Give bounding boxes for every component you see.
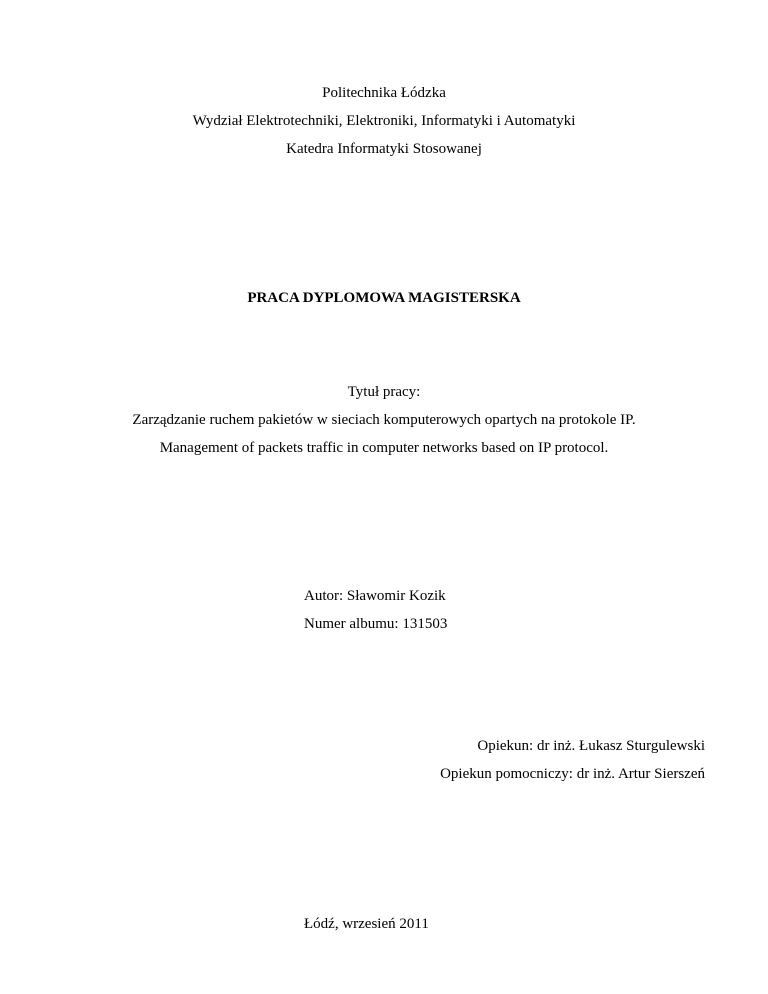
faculty-name: Wydział Elektrotechniki, Elektroniki, Informatyki i Automatyki <box>192 113 576 129</box>
assistant-supervisor: Opiekun pomocniczy: dr inż. Artur Sierszeń <box>440 766 705 782</box>
thesis-title-english: Management of packets traffic in computer networks based on IP protocol. <box>159 440 609 456</box>
university-name: Politechnika Łódzka <box>322 85 446 101</box>
thesis-title-polish: Zarządzanie ruchem pakietów w sieciach komputerowych opartych na protokole IP. <box>132 412 636 428</box>
author-name: Autor: Sławomir Kozik <box>304 588 446 604</box>
title-label: Tytuł pracy: <box>347 384 421 400</box>
album-number: Numer albumu: 131503 <box>304 616 448 632</box>
supervisor: Opiekun: dr inż. Łukasz Sturgulewski <box>477 738 705 754</box>
department-name: Katedra Informatyki Stosowanej <box>286 141 482 157</box>
place-and-date: Łódź, wrzesień 2011 <box>304 916 429 932</box>
thesis-type: PRACA DYPLOMOWA MAGISTERSKA <box>247 290 521 306</box>
